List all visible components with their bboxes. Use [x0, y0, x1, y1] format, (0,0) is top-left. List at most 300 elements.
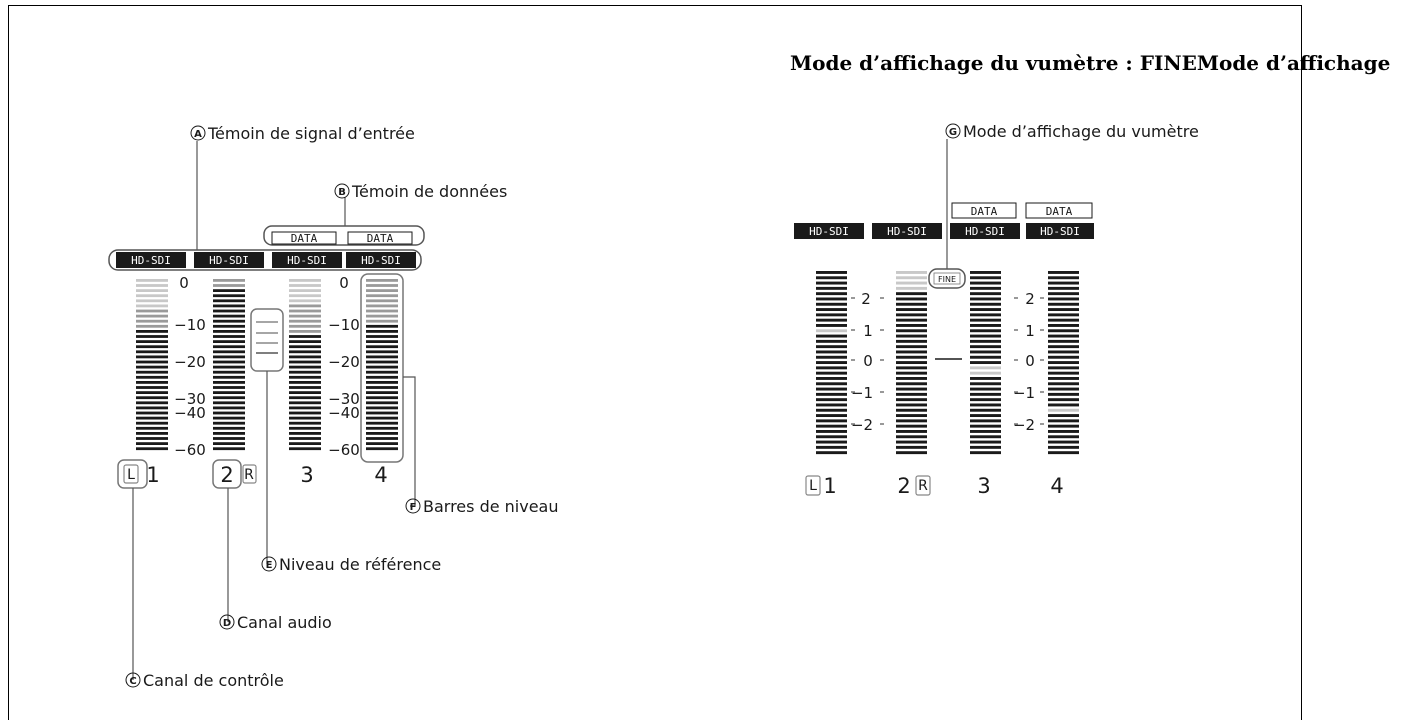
level-segment [896, 313, 927, 316]
level-segment [213, 279, 245, 282]
level-segment [213, 289, 245, 292]
reference-level-marks [256, 322, 278, 353]
level-segment [289, 442, 321, 445]
level-segment [289, 284, 321, 287]
level-segment [213, 330, 245, 333]
level-segment [970, 324, 1001, 327]
level-segment [213, 310, 245, 313]
level-segment [816, 441, 847, 444]
channel-number: 2 [897, 474, 911, 498]
level-segment [213, 335, 245, 338]
level-segment [289, 432, 321, 435]
level-segment [970, 303, 1001, 306]
hd-sdi-badge [1026, 223, 1094, 239]
level-segment [289, 294, 321, 297]
level-segment [136, 289, 168, 292]
svg-text:D: D [222, 618, 232, 629]
level-segment [1048, 372, 1079, 375]
level-segment [896, 372, 927, 375]
scale-label: −30 [174, 390, 206, 408]
scale-label: −40 [328, 404, 360, 422]
level-segment [366, 305, 398, 308]
level-segment [896, 419, 927, 422]
right-channel-marker [916, 476, 930, 495]
channel-number: 4 [1050, 474, 1064, 498]
level-segment [289, 356, 321, 359]
level-segment [136, 447, 168, 450]
hd-sdi-badge [346, 252, 416, 268]
level-segment [213, 356, 245, 359]
level-segment [289, 366, 321, 369]
level-segment [136, 284, 168, 287]
level-segment [289, 320, 321, 323]
level-segment [816, 276, 847, 279]
level-segment [136, 437, 168, 440]
level-segment [366, 350, 398, 353]
left-scale-labels [851, 290, 873, 434]
level-segment [289, 396, 321, 399]
svg-text:L: L [127, 467, 135, 483]
level-segment [366, 422, 398, 425]
level-segment [970, 276, 1001, 279]
level-segment [136, 299, 168, 302]
level-segment [366, 279, 398, 282]
level-segment [366, 381, 398, 384]
level-segment [1048, 382, 1079, 385]
level-segment [970, 351, 1001, 354]
channel-number: 3 [300, 463, 314, 487]
level-segment [816, 388, 847, 391]
level-segment [970, 319, 1001, 322]
svg-text:Barres de niveau: Barres de niveau [423, 497, 559, 516]
level-segment [816, 361, 847, 364]
level-segment [289, 305, 321, 308]
level-segment [896, 276, 927, 279]
hd-sdi-badge [872, 223, 942, 239]
left-channel-marker [806, 476, 820, 495]
level-segment [1048, 340, 1079, 343]
level-segment [289, 279, 321, 282]
level-segment [289, 361, 321, 364]
level-segment [213, 361, 245, 364]
callout-b [335, 182, 507, 201]
hd-sdi-badge [950, 223, 1020, 239]
scale-label: −30 [328, 390, 360, 408]
level-segment [816, 282, 847, 285]
scale-label: 0 [1025, 352, 1035, 370]
level-segment [896, 430, 927, 433]
level-segment [970, 409, 1001, 412]
level-segment [970, 430, 1001, 433]
level-segment [816, 340, 847, 343]
level-segment [366, 361, 398, 364]
svg-text:F: F [409, 502, 417, 513]
level-segment [1048, 345, 1079, 348]
level-segment [816, 372, 847, 375]
level-segment [970, 404, 1001, 407]
level-segment [896, 324, 927, 327]
channel-number: 1 [146, 463, 160, 487]
level-segment [1048, 446, 1079, 449]
level-segment [1048, 430, 1079, 433]
level-segment [970, 282, 1001, 285]
level-segment [1048, 414, 1079, 417]
level-segment [896, 351, 927, 354]
level-segment [213, 305, 245, 308]
level-segment [213, 432, 245, 435]
level-segment [970, 271, 1001, 274]
svg-text:HD-SDI: HD-SDI [287, 254, 327, 267]
callout-c [126, 671, 284, 690]
level-segment [289, 299, 321, 302]
level-segment [816, 398, 847, 401]
callout-g [946, 122, 1199, 141]
level-segment [289, 412, 321, 415]
svg-text:HD-SDI: HD-SDI [965, 225, 1005, 238]
level-segment [289, 325, 321, 328]
scale-label: 0 [339, 274, 349, 292]
svg-text:Niveau de référence: Niveau de référence [279, 555, 442, 574]
level-segment [816, 324, 847, 327]
svg-text:B: B [338, 187, 346, 198]
level-segment [213, 345, 245, 348]
level-segment [970, 313, 1001, 316]
level-segment [970, 414, 1001, 417]
level-segment [289, 407, 321, 410]
level-segment [816, 377, 847, 380]
level-segment [136, 407, 168, 410]
scale-label: −1 [1012, 384, 1036, 402]
level-segment [816, 303, 847, 306]
page-title: Mode d’affichage du vumètre : FINEMode d’affichage [790, 51, 1391, 75]
level-segment [136, 315, 168, 318]
level-segment [213, 376, 245, 379]
hd-sdi-badge [272, 252, 342, 268]
right-scale-labels [1013, 290, 1035, 434]
level-segment [1048, 398, 1079, 401]
level-segment [366, 376, 398, 379]
level-segment [289, 350, 321, 353]
level-segment [366, 335, 398, 338]
level-segment [289, 391, 321, 394]
callout-d [220, 613, 332, 632]
level-segment [366, 325, 398, 328]
level-segment [136, 340, 168, 343]
level-segment [816, 298, 847, 301]
level-segment [366, 412, 398, 415]
level-segment [970, 398, 1001, 401]
level-segment [136, 422, 168, 425]
level-segment [1048, 351, 1079, 354]
level-segment [970, 372, 1001, 375]
level-segment [1048, 308, 1079, 311]
level-segment [970, 356, 1001, 359]
level-segment [816, 345, 847, 348]
level-segment [970, 382, 1001, 385]
level-segment [289, 335, 321, 338]
scale-label: −20 [328, 353, 360, 371]
level-segment [136, 305, 168, 308]
level-segment [213, 427, 245, 430]
hd-sdi-badge [116, 252, 186, 268]
level-segment [136, 361, 168, 364]
level-segment [213, 320, 245, 323]
level-segment [896, 271, 927, 274]
level-segment [136, 391, 168, 394]
level-segment [1048, 324, 1079, 327]
level-segment [136, 356, 168, 359]
level-segment [366, 391, 398, 394]
level-segment [970, 435, 1001, 438]
svg-text:DATA: DATA [970, 205, 998, 218]
level-segment [1048, 388, 1079, 391]
level-segment [896, 398, 927, 401]
svg-text:HD-SDI: HD-SDI [809, 225, 849, 238]
scale-label: −60 [174, 441, 206, 459]
level-segment [366, 427, 398, 430]
channel-number: 1 [823, 474, 837, 498]
level-segment [896, 329, 927, 332]
level-segment [970, 425, 1001, 428]
level-segment [289, 401, 321, 404]
level-segment [816, 329, 847, 332]
level-segment [1048, 271, 1079, 274]
level-segment [366, 396, 398, 399]
scale-label: −1 [850, 384, 874, 402]
level-segment [896, 404, 927, 407]
level-segment [289, 330, 321, 333]
level-segment [1048, 361, 1079, 364]
level-segment [213, 422, 245, 425]
level-segment [816, 393, 847, 396]
level-segment [970, 377, 1001, 380]
level-segment [816, 446, 847, 449]
svg-text:C: C [129, 676, 137, 687]
level-segment [816, 409, 847, 412]
level-segment [1048, 335, 1079, 338]
level-segment [970, 308, 1001, 311]
level-segment [366, 432, 398, 435]
level-segment [896, 451, 927, 454]
level-segment [816, 335, 847, 338]
level-segment [896, 393, 927, 396]
callout-f [406, 497, 559, 516]
level-segment [366, 386, 398, 389]
level-segment [289, 371, 321, 374]
level-segment [213, 284, 245, 287]
level-segment [816, 351, 847, 354]
level-segment [289, 381, 321, 384]
level-segment [366, 366, 398, 369]
channel-number: 2 [220, 463, 234, 487]
level-segment [136, 427, 168, 430]
scale-label: 2 [1025, 290, 1035, 308]
level-segment [366, 330, 398, 333]
right-scale-labels [328, 274, 360, 459]
level-segment [366, 310, 398, 313]
scale-label: −2 [850, 416, 874, 434]
level-segment [136, 279, 168, 282]
svg-text:Mode d’affichage du vumètre: Mode d’affichage du vumètre [963, 122, 1199, 141]
level-segment [896, 441, 927, 444]
scale-label: −40 [174, 404, 206, 422]
level-segment [289, 386, 321, 389]
svg-text:R: R [918, 478, 928, 494]
level-segment [136, 412, 168, 415]
level-segment [213, 447, 245, 450]
scale-label: −2 [1012, 416, 1036, 434]
level-segment [213, 386, 245, 389]
svg-text:R: R [244, 467, 254, 483]
svg-text:Canal de contrôle: Canal de contrôle [143, 671, 284, 690]
level-segment [1048, 435, 1079, 438]
level-segment [213, 442, 245, 445]
level-segment [289, 417, 321, 420]
level-segment [816, 435, 847, 438]
level-segment [970, 419, 1001, 422]
channel-number: 3 [977, 474, 991, 498]
right-meter-diagram [794, 122, 1199, 498]
level-segment [289, 376, 321, 379]
level-segment [136, 310, 168, 313]
scale-label: −60 [328, 441, 360, 459]
level-segment [366, 294, 398, 297]
scale-label: 1 [1025, 322, 1035, 340]
level-segment [896, 409, 927, 412]
svg-text:A: A [194, 129, 202, 140]
scale-label: −10 [328, 316, 360, 334]
svg-text:DATA: DATA [366, 232, 394, 245]
left-scale-labels [174, 274, 206, 459]
level-segment [1048, 393, 1079, 396]
level-segment [136, 401, 168, 404]
level-segment [213, 371, 245, 374]
reference-level-outline [251, 309, 283, 371]
callout-e [262, 555, 441, 574]
level-segment [289, 447, 321, 450]
level-segment [213, 417, 245, 420]
level-segment [1048, 409, 1079, 412]
level-segment [896, 345, 927, 348]
level-segment [136, 371, 168, 374]
level-segment [896, 340, 927, 343]
level-segment [970, 361, 1001, 364]
level-segment [1048, 425, 1079, 428]
left-meter-diagram [109, 124, 559, 690]
level-segment [366, 340, 398, 343]
level-segment [1048, 441, 1079, 444]
level-segment [970, 345, 1001, 348]
level-segment [1048, 377, 1079, 380]
level-segment [366, 407, 398, 410]
level-segment [213, 391, 245, 394]
level-segment [896, 335, 927, 338]
hd-sdi-badge [194, 252, 264, 268]
level-segment [289, 422, 321, 425]
level-segment [816, 292, 847, 295]
level-segment [366, 371, 398, 374]
level-segment [136, 442, 168, 445]
level-segment [213, 366, 245, 369]
level-segment [213, 412, 245, 415]
level-segment [816, 419, 847, 422]
level-segment [896, 356, 927, 359]
level-segment [896, 425, 927, 428]
hd-sdi-badge [794, 223, 864, 239]
scale-label: 2 [861, 290, 871, 308]
scale-label: 1 [863, 322, 873, 340]
level-segment [366, 437, 398, 440]
level-segment [136, 345, 168, 348]
level-segment [366, 447, 398, 450]
level-segment [970, 287, 1001, 290]
scale-label: −20 [174, 353, 206, 371]
level-segment [970, 329, 1001, 332]
level-segment [970, 393, 1001, 396]
svg-text:Témoin de données: Témoin de données [352, 182, 508, 201]
level-segment [1048, 451, 1079, 454]
level-segment [896, 282, 927, 285]
level-segment [289, 310, 321, 313]
level-segment [896, 361, 927, 364]
level-segment [970, 441, 1001, 444]
level-segment [213, 407, 245, 410]
level-segment [1048, 276, 1079, 279]
level-segment [896, 303, 927, 306]
level-segment [136, 396, 168, 399]
level-segment [289, 345, 321, 348]
level-segment [136, 350, 168, 353]
level-segment [816, 451, 847, 454]
level-segment [136, 325, 168, 328]
level-segment [1048, 404, 1079, 407]
level-segment [1048, 329, 1079, 332]
level-segment [896, 382, 927, 385]
level-segment [970, 388, 1001, 391]
level-segment [289, 340, 321, 343]
level-segment [896, 287, 927, 290]
level-segment [970, 366, 1001, 369]
level-segment [816, 287, 847, 290]
level-segment [213, 325, 245, 328]
level-segment [816, 430, 847, 433]
level-segment [366, 299, 398, 302]
svg-text:L: L [809, 478, 817, 494]
level-segment [1048, 313, 1079, 316]
level-segment [816, 271, 847, 274]
level-segment [289, 437, 321, 440]
level-segment [213, 299, 245, 302]
level-segment [366, 417, 398, 420]
level-segment [136, 294, 168, 297]
level-segment [970, 451, 1001, 454]
level-segment [366, 320, 398, 323]
level-segment [896, 292, 927, 295]
level-segment [896, 435, 927, 438]
level-segment [1048, 419, 1079, 422]
left-channel-marker [124, 465, 138, 483]
scale-label: −10 [174, 316, 206, 334]
data-badge [272, 232, 336, 245]
level-segment [366, 442, 398, 445]
level-segment [816, 382, 847, 385]
svg-text:Témoin de signal d’entrée: Témoin de signal d’entrée [208, 124, 415, 143]
scale-label: 0 [179, 274, 189, 292]
level-segment [366, 401, 398, 404]
data-badge [1026, 203, 1092, 218]
svg-text:DATA: DATA [1045, 205, 1073, 218]
level-segment [816, 366, 847, 369]
